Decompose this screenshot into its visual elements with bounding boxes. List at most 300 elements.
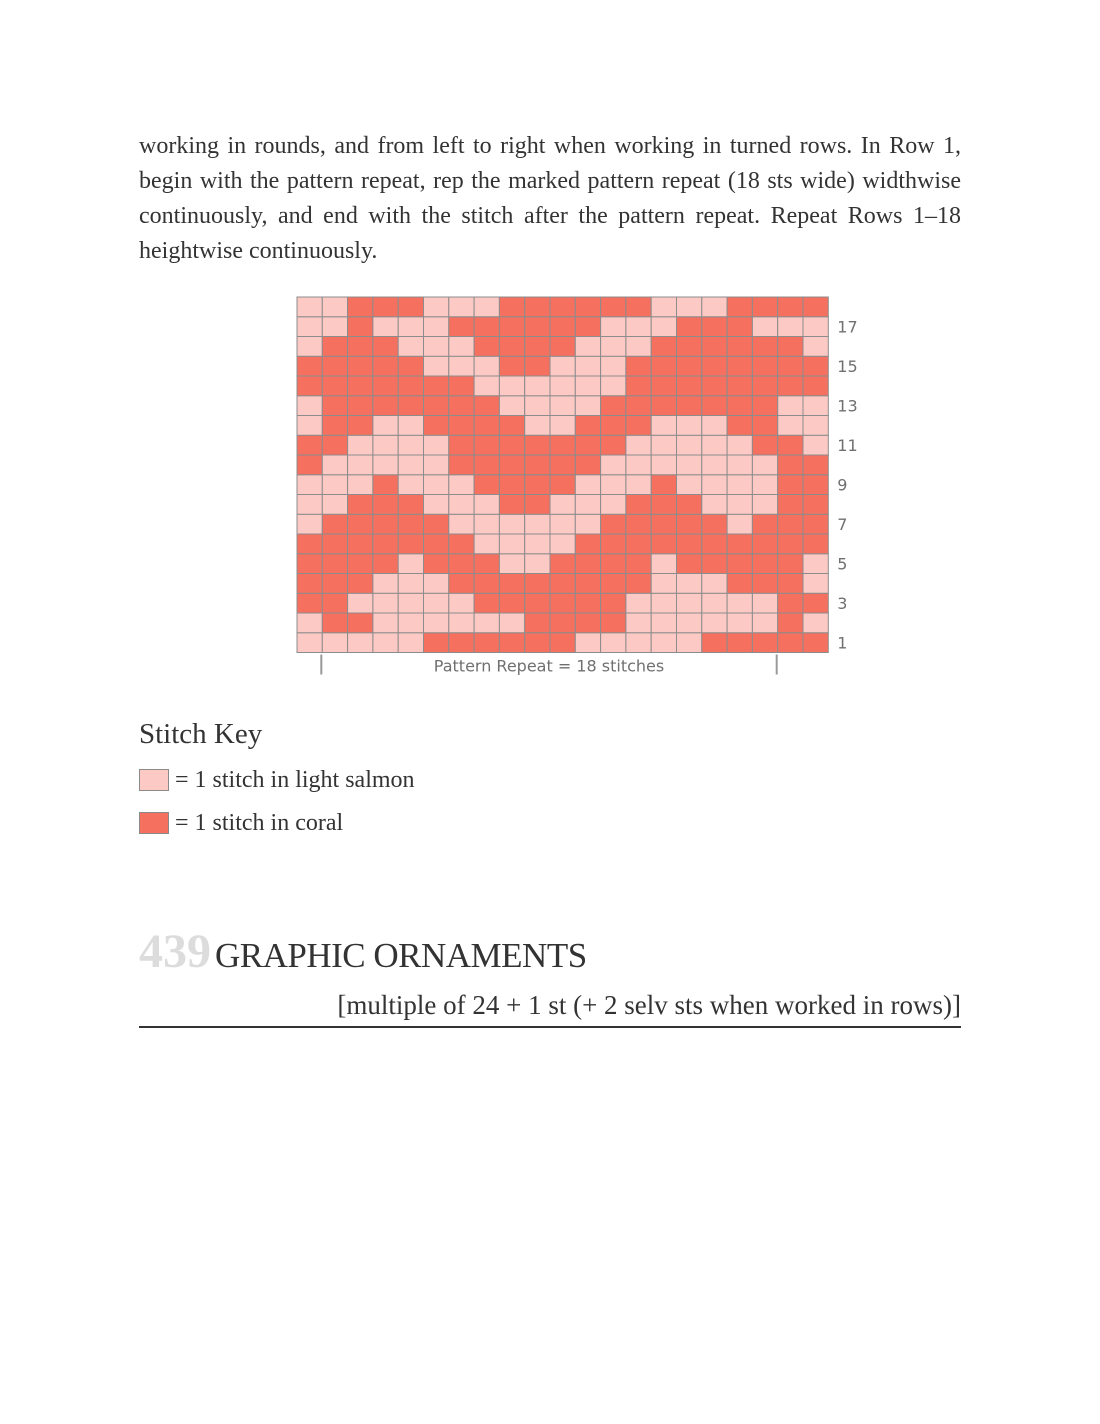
chart-cell [297, 416, 322, 436]
chart-cell [727, 297, 752, 317]
chart-cell [727, 475, 752, 495]
chart-cell [702, 317, 727, 337]
chart-row-label: 3 [837, 594, 848, 614]
chart-cell [525, 455, 550, 475]
chart-cell [297, 495, 322, 515]
stitch-key-item-light-salmon [139, 765, 415, 795]
chart-cell [651, 396, 676, 416]
chart-cell [499, 317, 524, 337]
chart-cell [651, 613, 676, 633]
chart-cell [575, 613, 600, 633]
chart-cell [677, 475, 702, 495]
chart-cell [803, 297, 828, 317]
chart-cell [550, 613, 575, 633]
chart-cell [601, 356, 626, 376]
chart-cell [449, 337, 474, 357]
chart-cell [348, 337, 373, 357]
chart-cell [474, 376, 499, 396]
chart-cell [525, 514, 550, 534]
chart-cell [702, 337, 727, 357]
chart-cell [499, 376, 524, 396]
chart-cell [424, 514, 449, 534]
chart-cell [348, 455, 373, 475]
chart-cell [297, 593, 322, 613]
chart-cell [702, 416, 727, 436]
chart-cell [297, 514, 322, 534]
chart-cell [322, 356, 347, 376]
chart-cell [677, 554, 702, 574]
chart-cell [575, 356, 600, 376]
chart-cell [424, 435, 449, 455]
chart-cell [651, 534, 676, 554]
chart-cell [449, 514, 474, 534]
chart-cell [752, 554, 777, 574]
section-heading [139, 924, 587, 980]
chart-cell [550, 554, 575, 574]
chart-cell [752, 613, 777, 633]
light-salmon-swatch [139, 769, 169, 791]
chart-cell [702, 495, 727, 515]
chart-cell [398, 356, 423, 376]
chart-cell [499, 337, 524, 357]
chart-cell [702, 396, 727, 416]
chart-cell [322, 337, 347, 357]
chart-cell [398, 416, 423, 436]
chart-cell [398, 455, 423, 475]
chart-cell [677, 574, 702, 594]
chart-cell [373, 534, 398, 554]
chart-cell [677, 495, 702, 515]
chart-cell [424, 356, 449, 376]
chart-cell [449, 297, 474, 317]
chart-cell [474, 613, 499, 633]
chart-cell [702, 376, 727, 396]
chart-cell [778, 534, 803, 554]
chart-cell [626, 435, 651, 455]
chart-cell [499, 593, 524, 613]
chart-cell [727, 495, 752, 515]
chart-cell [677, 337, 702, 357]
chart-cell [702, 514, 727, 534]
chart-cell [803, 574, 828, 594]
chart-cell [499, 495, 524, 515]
chart-cell [373, 593, 398, 613]
chart-cell [702, 633, 727, 653]
chart-row-label: 7 [837, 515, 848, 535]
chart-cell [297, 435, 322, 455]
chart-cell [803, 435, 828, 455]
chart-cell [601, 514, 626, 534]
chart-cell [424, 495, 449, 515]
chart-cell [651, 495, 676, 515]
chart-cell [778, 297, 803, 317]
chart-cell [727, 633, 752, 653]
chart-cell [575, 297, 600, 317]
chart-cell [550, 593, 575, 613]
chart-cell [626, 514, 651, 534]
chart-cell [778, 613, 803, 633]
chart-cell [348, 554, 373, 574]
stitch-key-title: Stitch Key [139, 718, 263, 750]
chart-cell [651, 593, 676, 613]
chart-cell [803, 416, 828, 436]
chart-cell [677, 534, 702, 554]
chart-cell [626, 495, 651, 515]
chart-cell [601, 337, 626, 357]
chart-cell [449, 475, 474, 495]
chart-cell [297, 396, 322, 416]
chart-cell [398, 317, 423, 337]
chart-cell [677, 455, 702, 475]
chart-cell [348, 376, 373, 396]
chart-cell [651, 297, 676, 317]
chart-cell [601, 317, 626, 337]
chart-cell [550, 416, 575, 436]
chart-cell [474, 495, 499, 515]
chart-cell [727, 435, 752, 455]
chart-cell [322, 495, 347, 515]
chart-cell [474, 416, 499, 436]
chart-cell [322, 376, 347, 396]
chart-cell [752, 574, 777, 594]
chart-cell [752, 396, 777, 416]
intro-paragraph: working in rounds, and from left to right when working in turned rows. In Row 1, begin with the pattern repeat, rep the marked pattern repeat (18 sts wide) widthwise continuously, and end with the stitch after the pattern repeat. Repeat Rows 1–18 heightwise continuously. [139, 133, 961, 264]
chart-row-label: 5 [837, 554, 848, 574]
chart-cell [449, 435, 474, 455]
chart-cell [702, 554, 727, 574]
chart-cell [322, 416, 347, 436]
chart-cell [702, 356, 727, 376]
chart-cell [424, 376, 449, 396]
chart-cell [727, 534, 752, 554]
chart-cell [702, 435, 727, 455]
chart-cell [525, 337, 550, 357]
chart-cell [803, 475, 828, 495]
chart-cell [601, 396, 626, 416]
chart-cell [474, 356, 499, 376]
chart-cell [499, 297, 524, 317]
chart-cell [575, 633, 600, 653]
chart-cell [373, 613, 398, 633]
chart-cell [803, 396, 828, 416]
chart-cell [677, 593, 702, 613]
chart-cell [778, 435, 803, 455]
chart-cell [398, 396, 423, 416]
chart-cell [322, 396, 347, 416]
chart-cell [322, 435, 347, 455]
section-subtitle: [multiple of 24 + 1 st (+ 2 selv sts when worked in rows)] [337, 990, 961, 1020]
chart-cell [424, 297, 449, 317]
chart-cell [651, 554, 676, 574]
chart-cell [752, 633, 777, 653]
chart-cell [499, 554, 524, 574]
chart-cell [626, 396, 651, 416]
chart-cell [348, 514, 373, 534]
chart-cell [449, 633, 474, 653]
chart-cell [424, 317, 449, 337]
chart-row-label: 15 [837, 357, 858, 377]
chart-cell [575, 337, 600, 357]
chart-cell [677, 356, 702, 376]
chart-cell [727, 574, 752, 594]
chart-cell [449, 554, 474, 574]
chart-cell [474, 633, 499, 653]
stitch-key-item-coral [139, 808, 343, 838]
colorwork-chart [290, 290, 858, 680]
chart-cell [373, 554, 398, 574]
chart-cell [626, 554, 651, 574]
chart-cell [727, 455, 752, 475]
chart-cell [752, 356, 777, 376]
chart-cell [803, 376, 828, 396]
chart-cell [499, 613, 524, 633]
chart-cell [398, 633, 423, 653]
chart-cell [702, 297, 727, 317]
chart-cell [424, 534, 449, 554]
chart-cell [575, 554, 600, 574]
chart-cell [626, 534, 651, 554]
chart-cell [373, 633, 398, 653]
chart-cell [677, 396, 702, 416]
chart-cell [322, 317, 347, 337]
chart-cell [803, 534, 828, 554]
chart-cell [348, 356, 373, 376]
chart-cell [525, 495, 550, 515]
chart-cell [525, 297, 550, 317]
chart-cell [651, 574, 676, 594]
chart-cell [677, 297, 702, 317]
chart-cell [575, 317, 600, 337]
chart-cell [297, 534, 322, 554]
chart-svg [290, 290, 858, 680]
chart-cell [626, 574, 651, 594]
chart-cell [727, 613, 752, 633]
chart-cell [525, 554, 550, 574]
chart-cell [601, 534, 626, 554]
chart-cell [525, 633, 550, 653]
chart-cell [449, 574, 474, 594]
stitch-key-label: = 1 stitch in light salmon [175, 767, 415, 793]
chart-cell [626, 356, 651, 376]
chart-cell [575, 514, 600, 534]
chart-cell [398, 435, 423, 455]
chart-cell [398, 495, 423, 515]
chart-cell [499, 534, 524, 554]
chart-cell [727, 356, 752, 376]
chart-cell [601, 633, 626, 653]
chart-cell [803, 356, 828, 376]
chart-cell [803, 593, 828, 613]
chart-cell [778, 317, 803, 337]
chart-cell [651, 633, 676, 653]
chart-cell [348, 416, 373, 436]
chart-cell [373, 376, 398, 396]
chart-cell [601, 593, 626, 613]
chart-cell [322, 475, 347, 495]
chart-cell [626, 455, 651, 475]
chart-cell [373, 495, 398, 515]
chart-cell [601, 613, 626, 633]
chart-cell [449, 613, 474, 633]
chart-cell [348, 396, 373, 416]
chart-cell [702, 593, 727, 613]
chart-cell [449, 593, 474, 613]
chart-cell [550, 297, 575, 317]
chart-cell [651, 435, 676, 455]
chart-cell [677, 416, 702, 436]
chart-cell [322, 633, 347, 653]
chart-cell [550, 435, 575, 455]
chart-cell [474, 593, 499, 613]
chart-cell [575, 495, 600, 515]
chart-cell [474, 514, 499, 534]
chart-cell [398, 297, 423, 317]
chart-cell [373, 356, 398, 376]
chart-cell [677, 514, 702, 534]
chart-cell [348, 495, 373, 515]
chart-cell [398, 593, 423, 613]
chart-cell [752, 475, 777, 495]
chart-cell [373, 396, 398, 416]
chart-cell [677, 633, 702, 653]
chart-row-label: 17 [837, 317, 858, 337]
chart-cell [626, 633, 651, 653]
chart-cell [752, 514, 777, 534]
chart-cell [424, 593, 449, 613]
chart-cell [778, 396, 803, 416]
chart-cell [449, 356, 474, 376]
section-divider [139, 1026, 961, 1028]
chart-cell [651, 317, 676, 337]
chart-cell [499, 396, 524, 416]
chart-cell [322, 613, 347, 633]
chart-cell [550, 317, 575, 337]
chart-cell [575, 435, 600, 455]
chart-cell [626, 593, 651, 613]
chart-cell [601, 455, 626, 475]
chart-cell [373, 317, 398, 337]
chart-cell [752, 376, 777, 396]
chart-cell [601, 435, 626, 455]
chart-row-labels [837, 318, 857, 653]
chart-cell [702, 455, 727, 475]
pattern-repeat-label: Pattern Repeat = 18 stitches [433, 656, 665, 676]
section-number: 439 [139, 925, 211, 978]
chart-cell [778, 495, 803, 515]
chart-cell [601, 416, 626, 436]
chart-cell [677, 435, 702, 455]
chart-cell [550, 534, 575, 554]
chart-cell [575, 455, 600, 475]
chart-cell [398, 337, 423, 357]
chart-row-label: 9 [837, 475, 848, 495]
section-title: GRAPHIC ORNAMENTS [215, 936, 587, 975]
chart-cell [752, 534, 777, 554]
chart-cell [525, 435, 550, 455]
chart-cell [626, 297, 651, 317]
chart-cell [525, 396, 550, 416]
chart-cell [601, 475, 626, 495]
chart-cell [550, 337, 575, 357]
chart-cell [499, 435, 524, 455]
chart-cell [778, 633, 803, 653]
chart-cell [449, 416, 474, 436]
chart-cell [702, 574, 727, 594]
chart-cell [803, 495, 828, 515]
chart-cell [297, 613, 322, 633]
chart-cell [601, 554, 626, 574]
chart-cell [348, 317, 373, 337]
chart-cell [727, 317, 752, 337]
chart-cell [297, 455, 322, 475]
chart-row-label: 11 [837, 436, 858, 456]
chart-cell [651, 356, 676, 376]
chart-cell [752, 495, 777, 515]
chart-cell [424, 475, 449, 495]
chart-cell [474, 574, 499, 594]
chart-cell [348, 475, 373, 495]
chart-cell [424, 337, 449, 357]
chart-cell [626, 416, 651, 436]
chart-cell [651, 475, 676, 495]
chart-cell [398, 514, 423, 534]
chart-cell [499, 475, 524, 495]
chart-cell [575, 376, 600, 396]
chart-cell [550, 455, 575, 475]
chart-cell [322, 554, 347, 574]
chart-cell [373, 475, 398, 495]
chart-cell [778, 416, 803, 436]
chart-cell [449, 396, 474, 416]
chart-cell [778, 376, 803, 396]
chart-cell [752, 416, 777, 436]
chart-cell [778, 593, 803, 613]
chart-cell [449, 317, 474, 337]
chart-cell [474, 317, 499, 337]
chart-cell [550, 495, 575, 515]
chart-cell [373, 416, 398, 436]
chart-cell [778, 455, 803, 475]
chart-cell [398, 376, 423, 396]
chart-cell [601, 376, 626, 396]
chart-cell [601, 495, 626, 515]
chart-cell [373, 297, 398, 317]
chart-cell [398, 534, 423, 554]
chart-cell [677, 317, 702, 337]
chart-cell [727, 554, 752, 574]
chart-cell [373, 574, 398, 594]
chart-cell [348, 297, 373, 317]
chart-cell [348, 593, 373, 613]
chart-cell [550, 356, 575, 376]
chart-cell [474, 337, 499, 357]
chart-cells [297, 297, 828, 653]
chart-cell [752, 317, 777, 337]
pattern-repeat-bracket [321, 655, 776, 676]
chart-cell [752, 455, 777, 475]
chart-cell [525, 534, 550, 554]
chart-cell [803, 633, 828, 653]
chart-cell [348, 633, 373, 653]
chart-cell [322, 593, 347, 613]
chart-cell [575, 475, 600, 495]
chart-cell [752, 337, 777, 357]
chart-cell [727, 593, 752, 613]
chart-cell [651, 514, 676, 534]
chart-cell [322, 514, 347, 534]
chart-cell [424, 396, 449, 416]
chart-cell [803, 613, 828, 633]
